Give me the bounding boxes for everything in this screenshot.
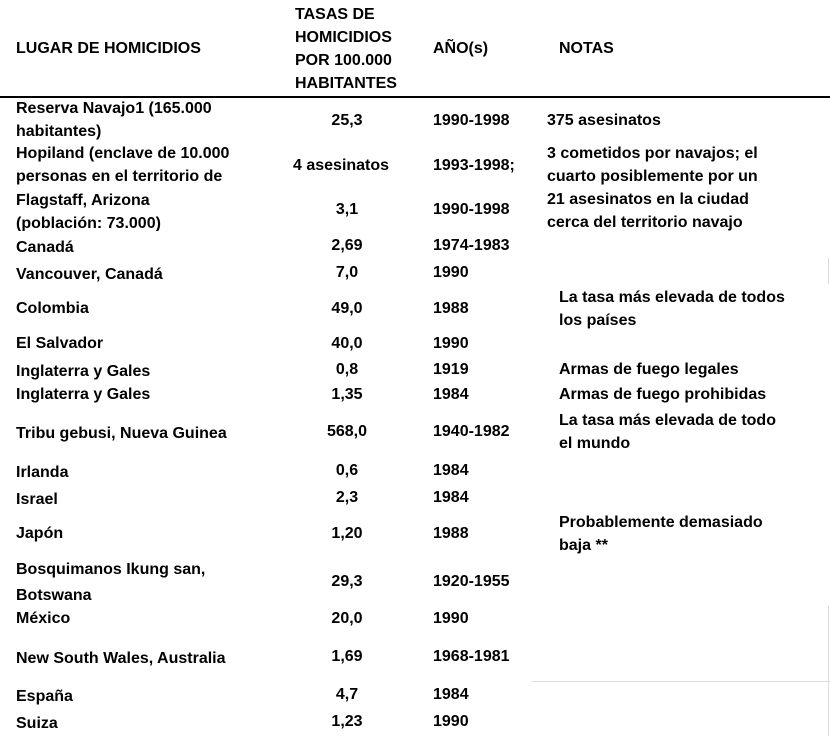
cell-note: Armas de fuego legales	[559, 361, 739, 378]
cell-rate: 2,69	[331, 237, 363, 254]
cell-place	[16, 557, 205, 609]
cell-place: España	[16, 688, 73, 705]
cell-rate: 49,0	[331, 300, 363, 317]
cell-rate: 40,0	[331, 335, 363, 352]
cell-year: 1988	[433, 525, 469, 542]
cell-place	[16, 142, 229, 188]
cell-note	[547, 142, 758, 234]
cell-place: Israel	[16, 491, 58, 508]
cell-year: 1984	[433, 489, 469, 506]
header-rate-line: POR 100.000	[295, 52, 392, 69]
cell-year: 1990	[433, 610, 469, 627]
cell-rate: 1,69	[331, 648, 363, 665]
cell-rate: 4 asesinatos	[293, 157, 390, 174]
cell-year: 1940-1982	[433, 423, 510, 440]
cell-year: 1984	[433, 686, 469, 703]
cell-note-line: 3 cometidos por navajos; el	[547, 145, 758, 162]
cell-note: 375 asesinatos	[547, 112, 661, 129]
cell-place-line: Hopiland (enclave de 10.000	[16, 145, 230, 162]
cell-place: Inglaterra y Gales	[16, 363, 151, 380]
cell-year: 1974-1983	[433, 237, 510, 254]
cell-rate: 2,3	[335, 489, 359, 506]
cell-place-line: (población: 73.000)	[16, 215, 161, 231]
cell-note	[559, 286, 785, 332]
cell-place	[16, 189, 161, 231]
cell-rate: 0,6	[335, 462, 359, 479]
cell-place-line: Bosquimanos Ikung san,	[16, 561, 206, 578]
cell-rate: 1,35	[331, 386, 363, 403]
table-gray-rule	[532, 681, 830, 682]
cell-place: Japón	[16, 525, 64, 542]
cell-note-line: baja **	[559, 537, 608, 554]
header-place: LUGAR DE HOMICIDIOS	[16, 40, 201, 57]
cell-rate: 1,23	[331, 713, 363, 730]
cell-note-line: La tasa más elevada de todos	[559, 289, 785, 306]
cell-year: 1968-1981	[433, 648, 510, 665]
cell-rate: 0,8	[335, 361, 359, 378]
cell-note-line: los países	[559, 312, 637, 329]
cell-year: 1919	[433, 361, 469, 378]
cell-year: 1920-1955	[433, 573, 510, 590]
cell-rate: 29,3	[331, 573, 363, 590]
header-rate	[295, 3, 397, 95]
cell-place: Irlanda	[16, 464, 69, 481]
cell-place: Suiza	[16, 715, 58, 732]
cell-note	[559, 409, 776, 455]
cell-year: 1988	[433, 300, 469, 317]
cell-rate: 1,20	[331, 525, 363, 542]
header-rate-line: HOMICIDIOS	[295, 29, 392, 46]
header-rate-line: HABITANTES	[295, 75, 397, 92]
cell-place: Tribu gebusi, Nueva Guinea	[16, 425, 227, 442]
cell-note: Armas de fuego prohibidas	[559, 386, 767, 403]
table-edge-line	[828, 606, 829, 736]
cell-year: 1990	[433, 713, 469, 730]
cell-place	[16, 97, 212, 143]
cell-place: Vancouver, Canadá	[16, 266, 163, 283]
cell-year: 1993-1998;	[433, 157, 515, 174]
cell-place: Inglaterra y Gales	[16, 386, 151, 403]
cell-place-line: Flagstaff, Arizona	[16, 192, 150, 209]
cell-place: México	[16, 610, 71, 627]
cell-year: 1984	[433, 462, 469, 479]
cell-place-line: Botswana	[16, 587, 92, 604]
cell-year: 1990	[433, 264, 469, 281]
header-rate-line: TASAS DE	[295, 6, 375, 23]
table-edge-line	[828, 258, 829, 284]
cell-note-line: cerca del territorio navajo	[547, 214, 743, 231]
header-notes: NOTAS	[559, 40, 614, 57]
cell-place: Colombia	[16, 300, 89, 317]
cell-note-line: Probablemente demasiado	[559, 514, 763, 531]
cell-note-line: el mundo	[559, 435, 631, 452]
cell-place-line: Reserva Navajo1 (165.000	[16, 100, 212, 117]
cell-place: El Salvador	[16, 335, 104, 352]
cell-note-line: cuarto posiblemente por un	[547, 168, 758, 185]
cell-rate: 4,7	[335, 686, 359, 703]
cell-place-line: personas en el territorio de	[16, 168, 223, 185]
cell-place: Canadá	[16, 239, 74, 256]
cell-rate: 7,0	[335, 264, 359, 281]
cell-place-line: habitantes)	[16, 123, 102, 140]
cell-note-line: 21 asesinatos en la ciudad	[547, 191, 749, 208]
cell-note-line: La tasa más elevada de todo	[559, 412, 776, 429]
cell-year: 1990-1998	[433, 201, 510, 218]
header-year: AÑO(s)	[433, 40, 489, 57]
cell-rate: 25,3	[331, 112, 363, 129]
cell-rate: 568,0	[326, 423, 368, 440]
cell-rate: 20,0	[331, 610, 363, 627]
cell-year: 1990	[433, 335, 469, 352]
cell-note	[559, 511, 763, 557]
cell-year: 1984	[433, 386, 469, 403]
cell-year: 1990-1998	[433, 112, 510, 129]
cell-place: New South Wales, Australia	[16, 650, 226, 667]
cell-rate: 3,1	[335, 201, 359, 218]
